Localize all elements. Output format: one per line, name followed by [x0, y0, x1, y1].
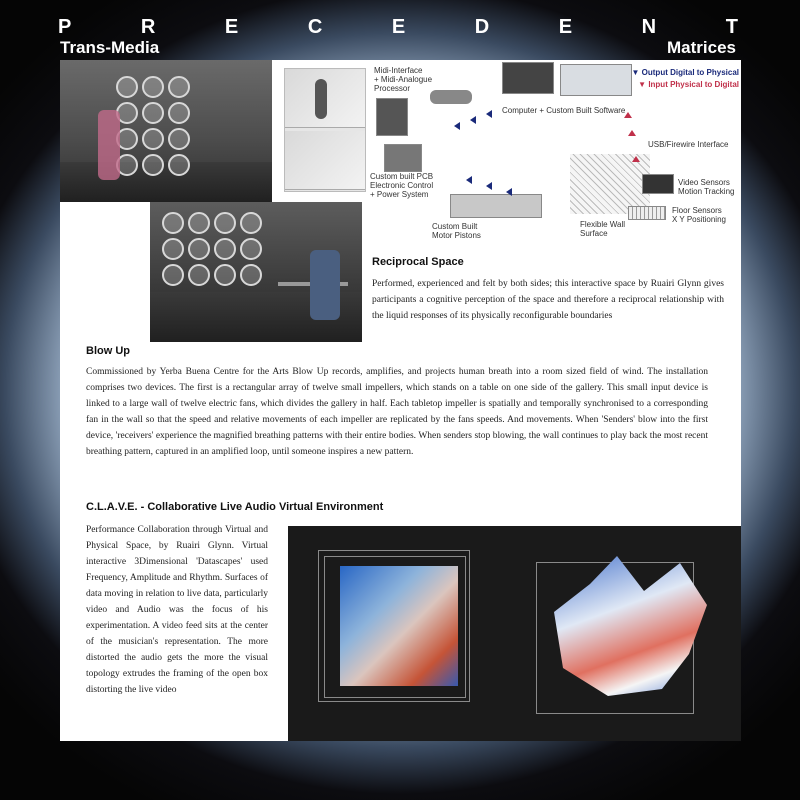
room-view-bottom: [285, 131, 365, 190]
participant-figure: [315, 79, 327, 119]
fan-icon: [168, 154, 190, 176]
floor-sensors-label: Floor Sensors X Y Positioning: [672, 206, 726, 224]
clave-visual-panel: [288, 526, 741, 741]
operator-figure: [310, 250, 340, 320]
fan-icon: [142, 102, 164, 124]
visitor-figure: [98, 110, 120, 180]
subtitle-left: Trans-Media: [60, 38, 160, 57]
fan-icon: [188, 264, 210, 286]
flow-arrows: [366, 60, 741, 240]
fan-array: [162, 212, 262, 286]
fan-icon: [188, 238, 210, 260]
reciprocal-space-title: Reciprocal Space: [372, 256, 464, 268]
fan-icon: [162, 264, 184, 286]
midi-label: Midi-Interface + Midi-Analogue Processor: [374, 66, 433, 93]
fan-icon: [162, 212, 184, 234]
video-sensors-label: Video Sensors Motion Tracking: [678, 178, 735, 196]
pistons-label: Custom Built Motor Pistons: [432, 222, 481, 240]
fan-icon: [240, 238, 262, 260]
fan-icon: [142, 154, 164, 176]
fan-array: [116, 76, 190, 176]
fan-icon: [168, 128, 190, 150]
subtitle-right: Matrices: [667, 38, 736, 57]
computer-label: Computer + Custom Built Software: [502, 106, 626, 115]
title-letter: E: [224, 16, 239, 38]
content-panel: [60, 60, 741, 741]
fan-icon: [240, 264, 262, 286]
fan-icon: [162, 238, 184, 260]
fan-icon: [116, 76, 138, 98]
fan-icon: [240, 212, 262, 234]
fan-icon: [214, 264, 236, 286]
pcb-label: Custom built PCB Electronic Control + Power System: [370, 172, 434, 199]
input-legend: ▼ Input Physical to Digital: [638, 80, 739, 89]
blow-up-title: Blow Up: [86, 345, 130, 357]
output-legend: ▼ Output Digital to Physical: [631, 68, 739, 77]
title-letter: E: [391, 16, 406, 38]
wall-label: Flexible Wall Surface: [580, 220, 626, 238]
reciprocal-space-text: Performed, experienced and felt by both sides; this interactive space by Ruairi Glynn gives participants a cognitive perception of the space and therefore a reciprocal relationship with the liquid responses of its physically reconfigurable boundaries: [372, 279, 724, 321]
video-feed-visual: [340, 566, 458, 686]
title-letter: T: [725, 16, 738, 38]
title-letter: C: [307, 16, 323, 38]
fan-icon: [168, 76, 190, 98]
reciprocal-space-photo: [284, 68, 366, 192]
usb-label: USB/Firewire Interface: [648, 140, 729, 149]
fan-icon: [168, 102, 190, 124]
system-diagram: [366, 60, 741, 240]
fan-icon: [142, 76, 164, 98]
title-letter: N: [641, 16, 657, 38]
clave-text: Performance Collaboration through Virtual and Physical Space, by Ruairi Glynn. Virtual interactive 3Dimensional 'Datascapes' used Frequency, Amplitude and Rhythm. Surfaces of data moving in relation to live data, particularly video and Audio was the focus of his experimentation. A video feed sits at the center of the musician's representation. The more distorted the audio gets the more the visual topology extrudes the framing of the open box distorting the live video: [86, 525, 268, 695]
blow-up-photo: [150, 202, 362, 342]
fan-icon: [188, 212, 210, 234]
fan-icon: [142, 128, 164, 150]
fan-wall-photo: [60, 60, 272, 202]
clave-title: C.L.A.V.E. - Collaborative Live Audio Virtual Environment: [86, 501, 384, 513]
title-letters: [58, 16, 738, 39]
title-letter: P: [58, 16, 72, 38]
fan-icon: [214, 212, 236, 234]
title-letter: E: [558, 16, 573, 38]
blow-up-text: Commissioned by Yerba Buena Centre for the Arts Blow Up records, amplifies, and projects human breath into a room sized field of wind. The installation comprises two devices. The first is a rectangular array of twelve small impellers, which stands on a table on one side of the gallery. This small input device is linked to a large wall of twelve electric fans, which divides the gallery in half. Each tabletop impeller is spatially and temporally synchronised to a corresponding fan in the wall so that the speed and relative movements of each impeller are replicated by the fans speeds. And movements. When 'Senders' blow into the first device, 'receivers' experience the magnified breathing patterns with their entire bodies. When senders stop blowing, the wall continues to play back the most recent breathing pattern, captured in an amplified loop, until someone inspires a new pattern.: [86, 367, 708, 457]
fan-icon: [214, 238, 236, 260]
title-letter: D: [474, 16, 490, 38]
title-letter: R: [140, 16, 156, 38]
